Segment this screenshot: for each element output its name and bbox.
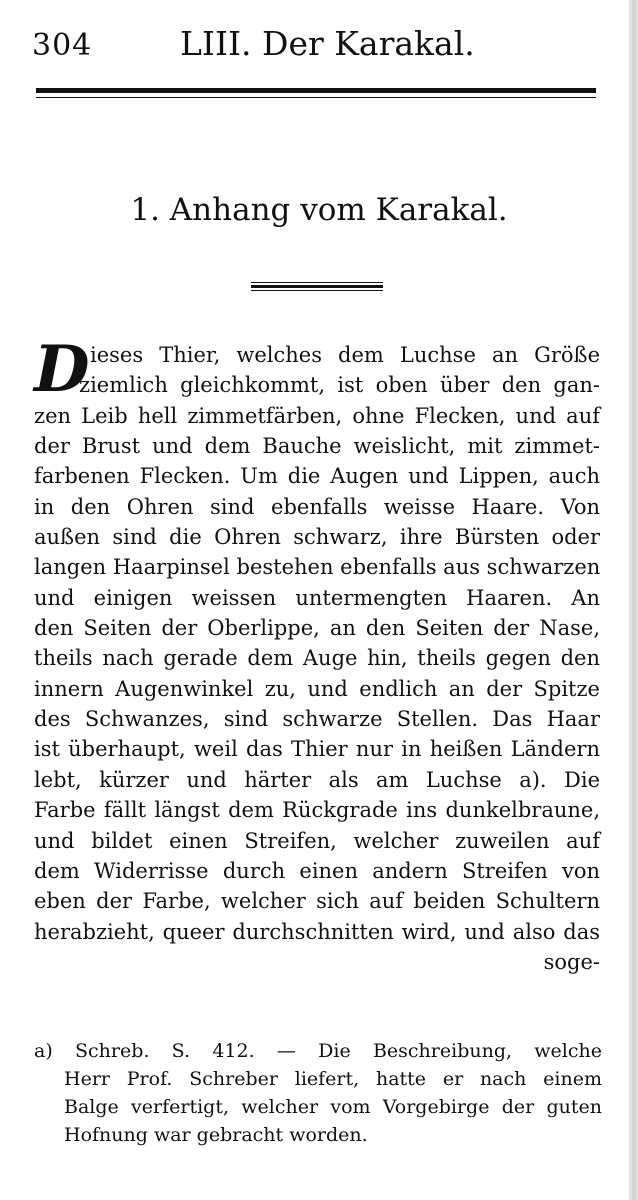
running-title: LIII. Der Karakal. bbox=[180, 24, 475, 63]
page-number: 304 bbox=[32, 28, 93, 63]
body-paragraph bbox=[34, 332, 601, 977]
text-line: Farbe fällt längst dem Rückgrade ins dunkelbraune, bbox=[34, 798, 600, 823]
text-line: farbenen Flecken. Um die Augen und Lippen, auch bbox=[34, 464, 600, 489]
page-edge bbox=[628, 0, 638, 1200]
text-line: zen Leib hell zimmetfärben, ohne Flecken, und auf bbox=[34, 403, 600, 428]
text-line: herabzieht, queer durchschnitten wird, und also das bbox=[34, 919, 600, 944]
text-line: den Seiten der Oberlippe, an den Seiten der Nase, bbox=[34, 616, 600, 641]
catchword: soge- bbox=[543, 949, 600, 974]
footnote bbox=[34, 1037, 602, 1149]
header-rule-thin bbox=[36, 97, 596, 98]
text-line: der Brust und dem Bauche weislicht, mit zimmet- bbox=[34, 434, 600, 459]
text-line: dem Widerrisse durch einen andern Streifen von bbox=[34, 858, 600, 883]
text-line: und bildet einen Streifen, welcher zuweilen auf bbox=[34, 828, 600, 853]
section-title: 1. Anhang vom Karakal. bbox=[130, 192, 508, 228]
footnote-line: Hofnung war gebracht worden. bbox=[64, 1124, 368, 1146]
footnote-line: Balge verfertigt, welcher vom Vorgebirge der guten bbox=[64, 1096, 602, 1118]
text-line: des Schwanzes, sind schwarze Stellen. Das Haar bbox=[34, 707, 600, 732]
section-divider bbox=[251, 282, 383, 291]
text-line: innern Augenwinkel zu, und endlich an der Spitze bbox=[34, 676, 600, 701]
footnote-line: a) Schreb. S. 412. — Die Beschreibung, welche bbox=[34, 1040, 602, 1062]
page-header bbox=[32, 18, 592, 66]
text-line: ziemlich gleichkommt, ist oben über den gan- bbox=[79, 373, 600, 398]
text-line: langen Haarpinsel bestehen ebenfalls aus schwarzen bbox=[34, 555, 601, 580]
text-line: lebt, kürzer und härter als am Luchse a). Die bbox=[34, 767, 600, 792]
header-rule bbox=[36, 88, 596, 93]
text-line: in den Ohren sind ebenfalls weisse Haare. Von bbox=[34, 494, 600, 519]
drop-cap: D bbox=[34, 332, 90, 407]
text-line: eben der Farbe, welcher sich auf beiden Schultern bbox=[34, 889, 600, 914]
text-line: ist überhaupt, weil das Thier nur in heißen Ländern bbox=[34, 737, 600, 762]
text-line: ieses Thier, welches dem Luchse an Größe bbox=[90, 343, 600, 367]
footnote-line: Herr Prof. Schreber liefert, hatte er nach einem bbox=[64, 1068, 602, 1090]
text-line: außen sind die Ohren schwarz, ihre Bürsten oder bbox=[34, 525, 600, 550]
text-line: theils nach gerade dem Auge hin, theils gegen den bbox=[34, 646, 600, 671]
text-line: und einigen weissen untermengten Haaren. An bbox=[34, 585, 600, 610]
